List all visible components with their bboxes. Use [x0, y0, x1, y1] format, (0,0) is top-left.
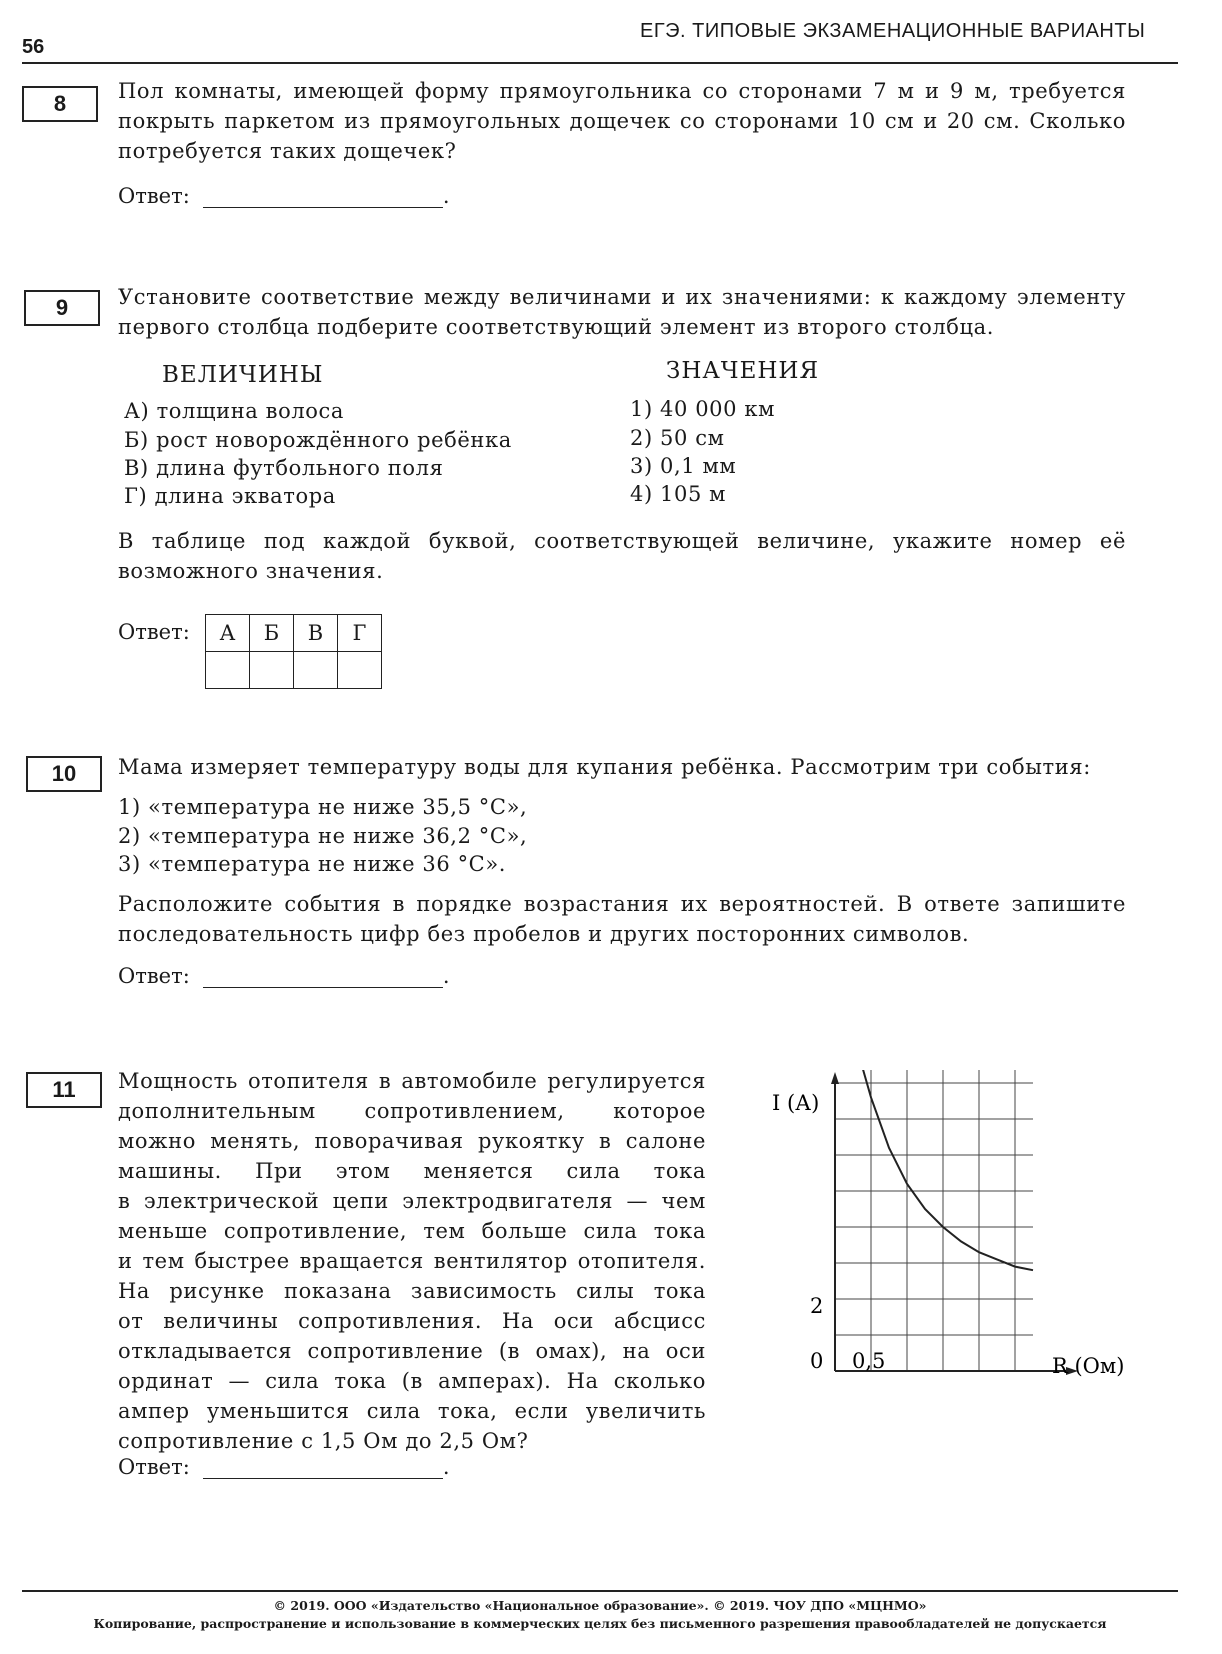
question-11-text	[118, 1066, 706, 1456]
page-number: 56	[22, 36, 45, 58]
question-11-line: машины. При этом меняется сила тока	[118, 1159, 706, 1183]
answer-dot: .	[442, 1455, 450, 1479]
answer-label: Ответ:	[118, 184, 190, 208]
current-resistance-chart	[760, 1070, 1140, 1390]
footer-divider	[22, 1590, 1178, 1592]
answer-cell-a[interactable]	[206, 652, 250, 689]
value-item: 2) 50 см	[630, 426, 725, 450]
quantity-item: В) длина футбольного поля	[124, 456, 444, 480]
event-item: 3) «температура не ниже 36 °С».	[118, 852, 507, 876]
question-11-line: ампер уменьшится сила тока, если увеличить	[118, 1399, 706, 1423]
question-9-instruction: В таблице под каждой буквой, соответствующей величине, укажите номер её возможного значения.	[118, 529, 1126, 583]
question-11-line: Мощность отопителя в автомобиле регулируется	[118, 1069, 706, 1093]
question-10-instruction: Расположите события в порядке возрастания их вероятностей. В ответе запишите последовательность цифр без пробелов и других посторонних символов.	[118, 892, 1126, 946]
question-11-line: и тем быстрее вращается вентилятор отопителя.	[118, 1249, 706, 1273]
question-9-answer-table	[205, 614, 382, 689]
footer-copyright: © 2019. ООО «Издательство «Национальное образование». © 2019. ЧОУ ДПО «МЦНМО»	[273, 1598, 927, 1613]
question-11-line: ординат — сила тока (в амперах). На сколько	[118, 1369, 706, 1393]
y-axis-label: I (А)	[772, 1091, 820, 1115]
table-header-b: Б	[250, 615, 294, 652]
question-10-number: 10	[26, 756, 102, 792]
question-8-text: Пол комнаты, имеющей форму прямоугольника со сторонами 7 м и 9 м, требуется покрыть паркетом из прямоугольных дощечек со сторонами 10 см и 20 см. Сколько потребуется таких дощечек?	[118, 79, 1126, 163]
question-11-line: На рисунке показана зависимость силы тока	[118, 1279, 706, 1303]
answer-label: Ответ:	[118, 964, 190, 988]
question-8-number: 8	[22, 86, 98, 122]
answer-cell-b[interactable]	[250, 652, 294, 689]
current-curve	[857, 1070, 1033, 1270]
value-item: 1) 40 000 км	[630, 397, 776, 421]
header-divider	[22, 62, 1178, 64]
table-header-g: Г	[338, 615, 382, 652]
question-11-line: дополнительным сопротивлением, которое	[118, 1099, 706, 1123]
x-tick-label-0-5: 0,5	[852, 1349, 886, 1373]
question-8-answer	[118, 184, 450, 208]
quantities-heading: ВЕЛИЧИНЫ	[162, 362, 324, 388]
x-axis-label: R (Ом)	[1052, 1354, 1125, 1378]
question-11-line: сопротивление с 1,5 Ом до 2,5 Ом?	[118, 1429, 529, 1453]
question-11-line: можно менять, поворачивая рукоятку в салоне	[118, 1129, 706, 1153]
question-10-answer	[118, 964, 450, 988]
answer-cell-g[interactable]	[338, 652, 382, 689]
answer-label: Ответ:	[118, 1455, 190, 1479]
y-tick-label-2: 2	[810, 1294, 824, 1318]
question-11-answer-field[interactable]	[203, 1456, 443, 1479]
question-9-text: Установите соответствие между величинами и их значениями: к каждому элементу первого столбца подберите соответствующий элемент из второго столбца.	[118, 285, 1126, 339]
table-header-a: А	[206, 615, 250, 652]
value-item: 4) 105 м	[630, 482, 727, 506]
question-11-line: меньше сопротивление, тем больше сила тока	[118, 1219, 706, 1243]
footer-notice: Копирование, распространение и использование в коммерческих целях без письменного разрешения правообладателей не допускается	[93, 1616, 1107, 1631]
question-11-number: 11	[26, 1072, 102, 1108]
table-header-v: В	[294, 615, 338, 652]
question-11-line: в электрической цепи электродвигателя — чем	[118, 1189, 706, 1213]
question-11-line: откладывается сопротивление (в омах), на оси	[118, 1339, 706, 1363]
answer-cell-v[interactable]	[294, 652, 338, 689]
question-11-answer	[118, 1455, 450, 1479]
event-item: 2) «температура не ниже 36,2 °С»,	[118, 824, 528, 848]
chart-grid	[835, 1070, 1033, 1371]
quantity-item: Г) длина экватора	[124, 484, 336, 508]
answer-dot: .	[442, 964, 450, 988]
quantity-item: А) толщина волоса	[124, 399, 345, 423]
question-10-answer-field[interactable]	[203, 965, 443, 988]
question-8-answer-field[interactable]	[203, 185, 443, 208]
answer-dot: .	[442, 184, 450, 208]
event-item: 1) «температура не ниже 35,5 °С»,	[118, 795, 528, 819]
question-11-line: от величины сопротивления. На оси абсцисс	[118, 1309, 706, 1333]
values-heading: ЗНАЧЕНИЯ	[666, 358, 820, 384]
x-tick-label-0: 0	[810, 1349, 824, 1373]
answer-label: Ответ:	[118, 620, 190, 644]
book-title: ЕГЭ. ТИПОВЫЕ ЭКЗАМЕНАЦИОННЫЕ ВАРИАНТЫ	[640, 20, 1146, 42]
quantity-item: Б) рост новорождённого ребёнка	[124, 428, 512, 452]
value-item: 3) 0,1 мм	[630, 454, 737, 478]
question-10-text: Мама измеряет температуру воды для купания ребёнка. Рассмотрим три события:	[118, 755, 1091, 779]
y-axis-arrow	[831, 1072, 839, 1084]
question-9-number: 9	[24, 290, 100, 326]
